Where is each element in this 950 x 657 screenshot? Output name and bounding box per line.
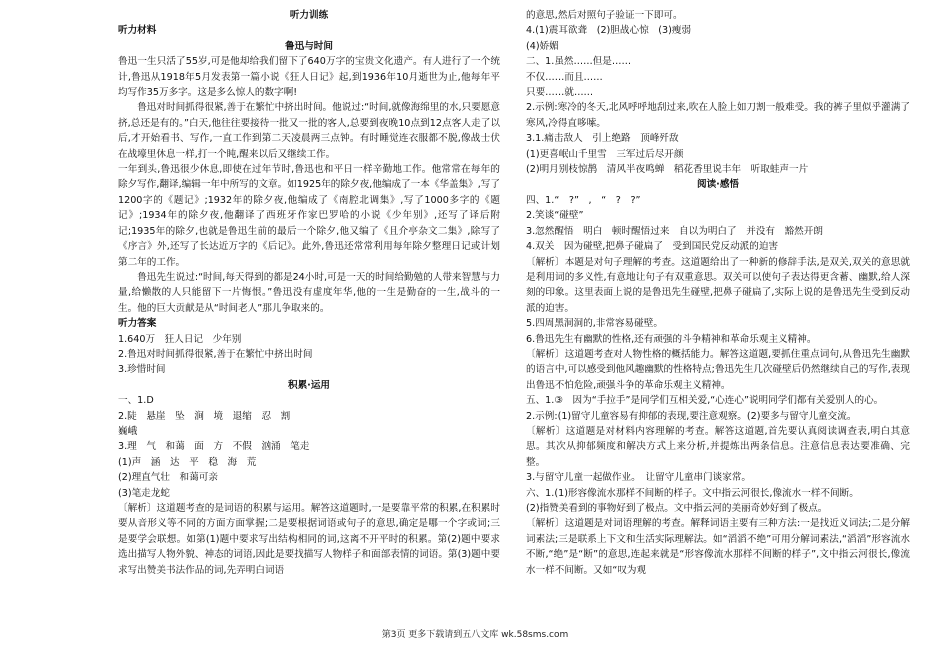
story-paragraph: 一年到头,鲁迅很少休息,即使在过年节时,鲁迅也和平日一样辛勤地工作。他常常在每年的除夕写作,翻译,编辑一年中所写的文章。如1925年的除夕夜,他编成了一本《华盖集》,写了1200字的《题记》;1932年的除夕夜,他编成了《南腔北调集》,写了1000多字的《题记》;1934年的除夕夜,他翻译了西班牙作家巴罗哈的小说《少年别》,还写了译后附记;1935年的除夕,也就是鲁迅生前的最后一个除夕,他又编了《且介亭杂文二集》,除写了《序言》外,还写了长达近万字的《后记》。此外,鲁迅还常常利用每年除夕整理日记或计划第二年的工作。	[118, 164, 500, 268]
answer-line: 只要……就……	[526, 87, 594, 99]
section-heading-reading: 阅读·感悟	[696, 179, 740, 191]
answer-line: (4)娇媚	[526, 40, 559, 52]
answer-line: (2)理直气壮 和蔼可亲	[118, 472, 218, 484]
answer-line: 四、1.“ ?” , “ ? ?”	[526, 194, 641, 206]
answer-line: 六、1.(1)形容像流水那样不间断的样子。文中指云河很长,像流水一样不间断。	[526, 487, 859, 499]
answer-line: 4.双关 因为碰壁,把鼻子碰扁了 受到国民党反动派的迫害	[526, 241, 779, 253]
answer-line: 3.珍惜时间	[118, 364, 166, 376]
story-paragraph: 鲁迅一生只活了55岁,可是他却给我们留下了640万字的宝贵文化遗产。有人进行了一个统计,鲁迅从1918年5月发表第一篇小说《狂人日记》起,到1936年10月逝世为止,他每年平均写作35万多字。这是多么惊人的数字啊!	[118, 56, 500, 99]
answer-line: 一、1.D	[118, 395, 154, 407]
answer-line: 3.理 气 和蔼 面 方 不假 汹涌 笔走	[118, 441, 310, 453]
analysis-paragraph: 〔解析〕本题是对句子理解的考查。这道题给出了一种新的修辞手法,是双关,双关的意思就是利用词的多义性,有意地让句子有双重意思。双关可以使句子表达得更含蓄、幽默,给人深刻的印象。这里表面上说的是鲁迅先生碰壁,把鼻子碰扁了,实际上说的是鲁迅先生受到反动派的迫害。	[526, 256, 910, 314]
answer-line: (2)明月别枝惊鹊 清风半夜鸣蝉 稻花香里说丰年 听取蛙声一片	[526, 164, 809, 176]
story-paragraph: 鲁迅先生说过:“时间,每天得到的都是24小时,可是一天的时间给勤勉的人带来智慧与力量,给懒散的人只能留下一片悔恨。”鲁迅没有虚度年华,他的一生是勤奋的一生,战斗的一生。他的巨大贡献是从“时间老人”那儿争取来的。	[118, 271, 500, 314]
answer-line: 不仅……而且……	[526, 71, 603, 83]
answer-line: 5.四周黑洞洞的,非常容易碰壁。	[526, 318, 663, 330]
right-column	[526, 8, 910, 578]
answer-line: 1.640万 狂人日记 少年别	[118, 333, 242, 345]
section-heading-accumulation: 积累·运用	[287, 379, 331, 391]
section-heading-listening: 听力训练	[289, 10, 329, 21]
story-paragraph: 鲁迅对时间抓得很紧,善于在繁忙中挤出时间。他说过:“时间,就像海绵里的水,只要愿意挤,总还是有的。”白天,他往往要接待一批又一批的客人,总要到夜晚10点到12点客人走了以后,才开始看书、写作,一直工作到第二天凌晨两三点钟。有时睡觉连衣服都不脱,像战士伏在战壕里休息一样,打一个盹,醒来以后又继续工作。	[118, 102, 500, 160]
answer-line: 2.鲁迅对时间抓得很紧,善于在繁忙中挤出时间	[118, 348, 313, 360]
answer-line: (1)更喜岷山千里雪 三军过后尽开颜	[526, 148, 684, 160]
answer-line: 2.示例:寒冷的冬天,北风呼呼地刮过来,吹在人脸上如刀割一般难受。我的裤子里似乎灌满了寒风,冷得直哆嗦。	[526, 102, 910, 129]
analysis-paragraph: 〔解析〕这道题是对材料内容理解的考查。解答这道题,首先要认真阅读调查表,明白其意思。其次从抑郁频度和解决方式上来分析,并提炼出两条信息。注意信息表达要准确、完整。	[526, 425, 910, 468]
answer-line: 2.笑谈“碰壁”	[526, 210, 584, 222]
answer-line: 2.陡 悬崖 坠 涧 境 退缩 忍 割	[118, 410, 291, 422]
answer-line: (3)笔走龙蛇	[118, 487, 170, 499]
answer-line: 3.与留守儿童一起做作业。 让留守儿童串门谈家常。	[526, 472, 752, 484]
answer-line: 五、1.③ 因为“手拉手”是同学们互相关爱,“心连心”说明同学们都有关爱别人的心。	[526, 395, 884, 407]
story-title: 鲁迅与时间	[285, 40, 333, 52]
listening-answer-label: 听力答案	[118, 318, 157, 330]
answer-line: 2.示例:(1)留守儿童容易有抑郁的表现,要注意观察。(2)要多与留守儿童交流。	[526, 410, 857, 422]
answer-line: 的意思,然后对照句子验证一下即可。	[526, 10, 683, 21]
answer-line: 6.鲁迅先生有幽默的性格,还有顽强的斗争精神和革命乐观主义精神。	[526, 333, 817, 345]
analysis-paragraph: 〔解析〕这道题考查对人物性格的概括能力。解答这道题,要抓住重点词句,从鲁迅先生幽默的语言中,可以感受到他风趣幽默的性格特点;鲁迅先生几次碰壁后仍然继续自己的写作,表现出鲁迅不怕危险,顽强斗争的革命乐观主义精神。	[526, 348, 910, 391]
page-footer: 第3页 更多下载请到五八文库 wk.58sms.com	[381, 630, 569, 640]
answer-line: 巍峨	[118, 425, 138, 437]
left-column	[118, 8, 500, 578]
answer-line: (2)指赞美看到的事物好到了极点。文中指云河的美丽奇妙好到了极点。	[526, 503, 828, 514]
answer-line: 二、1.虽然……但是……	[526, 56, 632, 68]
answer-line: 4.(1)震耳欲聋 (2)胆战心惊 (3)瘦弱	[526, 25, 692, 37]
answer-line: 3.忽然醒悟 明白 顿时醒悟过来 自以为明白了 并没有 豁然开朗	[526, 225, 823, 237]
answer-line: (1)声 涵 达 平 稳 海 荒	[118, 456, 257, 468]
analysis-paragraph: 〔解析〕这道题是对词语理解的考查。解释词语主要有三种方法:一是找近义词法;二是分解词素法;三是联系上下文和生活实际理解法。如“滔滔不绝”可用分解词素法,“滔滔”形容流水不断,“绝”是“断”的意思,连起来就是“形容像流水那样不间断的样子”,文中指云河很长,像流水一样不间断。又如“叹为观	[526, 518, 910, 576]
listening-material-label: 听力材料	[118, 25, 157, 37]
answer-line: 3.1.痛击敌人 引上绝路 顶峰歼敌	[526, 133, 679, 145]
analysis-paragraph: 〔解析〕这道题考查的是词语的积累与运用。解答这道题时,一是要靠平常的积累,在积累时要从音形义等不同的方面方面掌握;二是要根据词语或句子的意思,确定是哪一个字或词;三是要学会联想。如第(1)题中要求写出结构相同的词,这离不开平时的积累。第(2)题中要求选出描写人物外貌、神态的词语,因此是要找描写人物样子和面部表情的词语。第(3)题中要求写出赞美书法作品的词,先弄明白词语	[118, 503, 500, 576]
